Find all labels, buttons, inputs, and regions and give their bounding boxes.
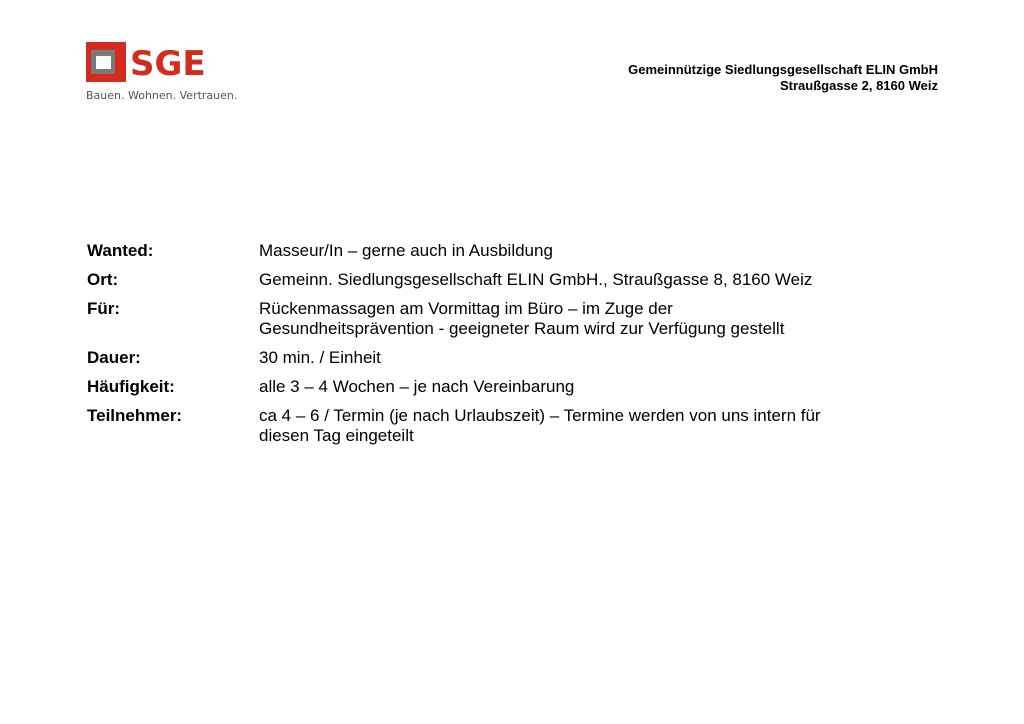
detail-value-line: Gemeinn. Siedlungsgesellschaft ELIN GmbH., Straußgasse 8, 8160 Weiz bbox=[259, 270, 813, 289]
detail-value-line: diesen Tag eingeteilt bbox=[259, 426, 414, 445]
detail-label: Wanted: bbox=[87, 241, 154, 260]
detail-value-line: Rückenmassagen am Vormittag im Büro – im Zuge der bbox=[259, 299, 673, 318]
detail-value-line: Gesundheitsprävention - geeigneter Raum wird zur Verfügung gestellt bbox=[259, 319, 785, 338]
detail-value bbox=[259, 348, 937, 368]
detail-row-haeufigkeit bbox=[87, 377, 937, 397]
company-address: Straußgasse 2, 8160 Weiz bbox=[779, 78, 938, 93]
detail-value-line: ca 4 – 6 / Termin (je nach Urlaubszeit) – Termine werden von uns intern für bbox=[259, 406, 821, 425]
detail-row-wanted bbox=[87, 241, 937, 261]
detail-value bbox=[259, 406, 937, 446]
sge-logo bbox=[86, 42, 256, 106]
detail-label: Dauer: bbox=[87, 348, 141, 367]
detail-row-teilnehmer bbox=[87, 406, 937, 446]
detail-value bbox=[259, 377, 937, 397]
detail-value-line: 30 min. / Einheit bbox=[259, 348, 381, 367]
sge-logo-mark-icon bbox=[86, 42, 126, 82]
logo-wordmark: SGE bbox=[130, 44, 206, 84]
job-details bbox=[87, 241, 937, 455]
company-header bbox=[628, 62, 938, 94]
detail-row-dauer bbox=[87, 348, 937, 368]
logo-tagline: Bauen. Wohnen. Vertrauen. bbox=[86, 89, 238, 102]
detail-row-ort bbox=[87, 270, 937, 290]
detail-label: Ort: bbox=[87, 270, 119, 289]
detail-value bbox=[259, 299, 937, 339]
detail-value-line: alle 3 – 4 Wochen – je nach Vereinbarung bbox=[259, 377, 575, 396]
detail-value bbox=[259, 241, 937, 261]
detail-label: Teilnehmer: bbox=[87, 406, 183, 425]
detail-row-fuer bbox=[87, 299, 937, 339]
detail-label: Für: bbox=[87, 299, 121, 318]
detail-value-line: Masseur/In – gerne auch in Ausbildung bbox=[259, 241, 553, 260]
detail-value bbox=[259, 270, 937, 290]
detail-label: Häufigkeit: bbox=[87, 377, 175, 396]
company-name: Gemeinnützige Siedlungsgesellschaft ELIN GmbH bbox=[628, 62, 938, 77]
